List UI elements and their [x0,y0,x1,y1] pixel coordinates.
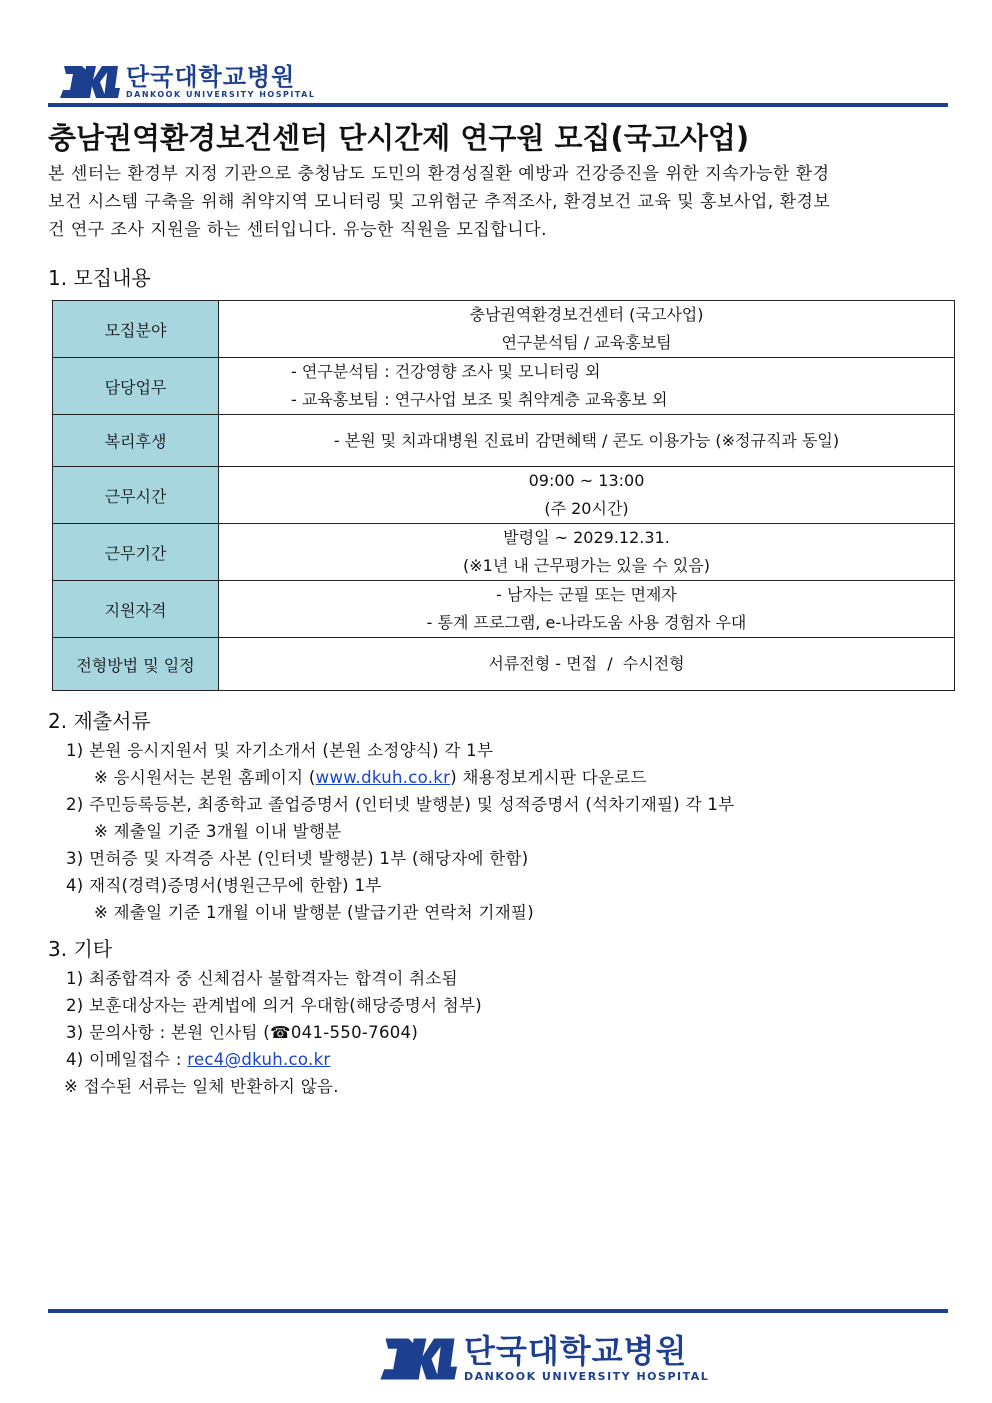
section-heading-documents: 2. 제출서류 [48,709,151,733]
note-text: ※ 응시원서는 본원 홈페이지 ( [94,768,316,787]
value-line: - 남자는 군필 또는 면제자 [496,585,677,604]
row-value [219,415,955,467]
row-label: 모집분야 [53,301,219,358]
dku-logo-icon [380,1336,460,1382]
list-item: 4) 재직(경력)증명서(병원근무에 한함) 1부 [66,876,382,895]
homepage-link[interactable]: www.dkuh.co.kr [315,768,451,787]
etc-list [66,965,482,1100]
list-item: 3) 면허증 및 자격증 사본 (인터넷 발행분) 1부 (해당자에 한함) [66,849,529,868]
row-label: 담당업무 [53,358,219,415]
documents-list [66,737,734,926]
list-item: 2) 보훈대상자는 관계법에 의거 우대함(해당증명서 첨부) [66,996,482,1015]
hospital-name-en: DANKOOK UNIVERSITY HOSPITAL [464,1370,710,1383]
row-value [219,524,955,581]
intro-line: 보건 시스템 구축을 위해 취약지역 모니터링 및 고위험군 추적조사, 환경보건 교육 및 홍보사업, 환경보 [48,192,831,212]
value-line: - 통계 프로그램, e-나라도움 사용 경험자 우대 [426,613,747,632]
hospital-name-ko: 단국대학교병원 [464,1332,688,1370]
value-line: (※1년 내 근무평가는 있을 수 있음) [463,556,710,575]
list-item: ※ 접수된 서류는 일체 반환하지 않음. [64,1077,339,1096]
list-note: ※ 제출일 기준 1개월 이내 발행분 (발급기관 연락처 기재필) [94,903,535,922]
row-value [219,581,955,638]
value-line: 연구분석팀 / 교육홍보팀 [501,333,672,352]
note-text: ) 채용정보게시판 다운로드 [450,768,647,787]
footer-divider [48,1309,948,1313]
value-line: 충남권역환경보건센터 (국고사업) [469,305,704,324]
row-label: 근무시간 [53,467,219,524]
table-row [53,467,955,524]
value-line: 발령일 ~ 2029.12.31. [503,528,670,547]
value-line: - 본원 및 치과대병원 진료비 감면혜택 / 콘도 이용가능 (※정규직과 동일) [333,430,840,450]
intro-line: 본 센터는 환경부 지정 기관으로 충청남도 도민의 환경성질환 예방과 건강증진을 위한 지속가능한 환경 [48,164,830,184]
value-line: - 연구분석팀 : 건강영향 조사 및 모니터링 외 [291,362,601,381]
row-value [219,301,955,358]
list-item: 1) 본원 응시지원서 및 자기소개서 (본원 소정양식) 각 1부 [66,741,494,760]
table-row [53,638,955,691]
row-label: 근무기간 [53,524,219,581]
dku-logo-icon [60,64,122,100]
recruitment-table [52,300,955,691]
page-title: 충남권역환경보건센터 단시간제 연구원 모집(국고사업) [48,121,750,155]
row-label: 전형방법 및 일정 [53,638,219,691]
list-note [66,764,734,791]
value-line: - 교육홍보팀 : 연구사업 보조 및 취약계층 교육홍보 외 [291,390,668,409]
hospital-name-en: DANKOOK UNIVERSITY HOSPITAL [126,90,316,99]
row-value [219,638,955,691]
email-link[interactable]: rec4@dkuh.co.kr [187,1050,331,1069]
intro-paragraph [48,160,948,244]
row-value [219,358,955,415]
header-logo [60,64,315,100]
value-line: 서류전형 - 면접 / 수시전형 [488,654,685,673]
section-heading-etc: 3. 기타 [48,937,113,961]
list-item: 1) 최종합격자 중 신체검사 불합격자는 합격이 취소됨 [66,969,458,988]
table-row [53,524,955,581]
table-row [53,301,955,358]
header-divider [48,103,948,107]
row-label: 복리후생 [53,415,219,467]
list-item: 3) 문의사항 : 본원 인사팀 (☎041-550-7604) [66,1023,419,1042]
table-row [53,581,955,638]
list-item: 2) 주민등록등본, 최종학교 졸업증명서 (인터넷 발행분) 및 성적증명서 (석차기재필) 각 1부 [66,795,735,814]
list-note: ※ 제출일 기준 3개월 이내 발행분 [94,822,342,841]
footer-logo [380,1332,710,1383]
list-item [66,1046,482,1073]
value-line: 09:00 ~ 13:00 [528,471,645,490]
row-label: 지원자격 [53,581,219,638]
table-row [53,358,955,415]
intro-line: 건 연구 조사 지원을 하는 센터입니다. 유능한 직원을 모집합니다. [48,220,548,240]
table-row [53,415,955,467]
row-value [219,467,955,524]
section-heading-recruitment: 1. 모집내용 [48,266,151,290]
hospital-name-ko: 단국대학교병원 [126,63,296,91]
value-line: (주 20시간) [544,499,629,518]
email-label: 4) 이메일접수 : [66,1050,188,1069]
